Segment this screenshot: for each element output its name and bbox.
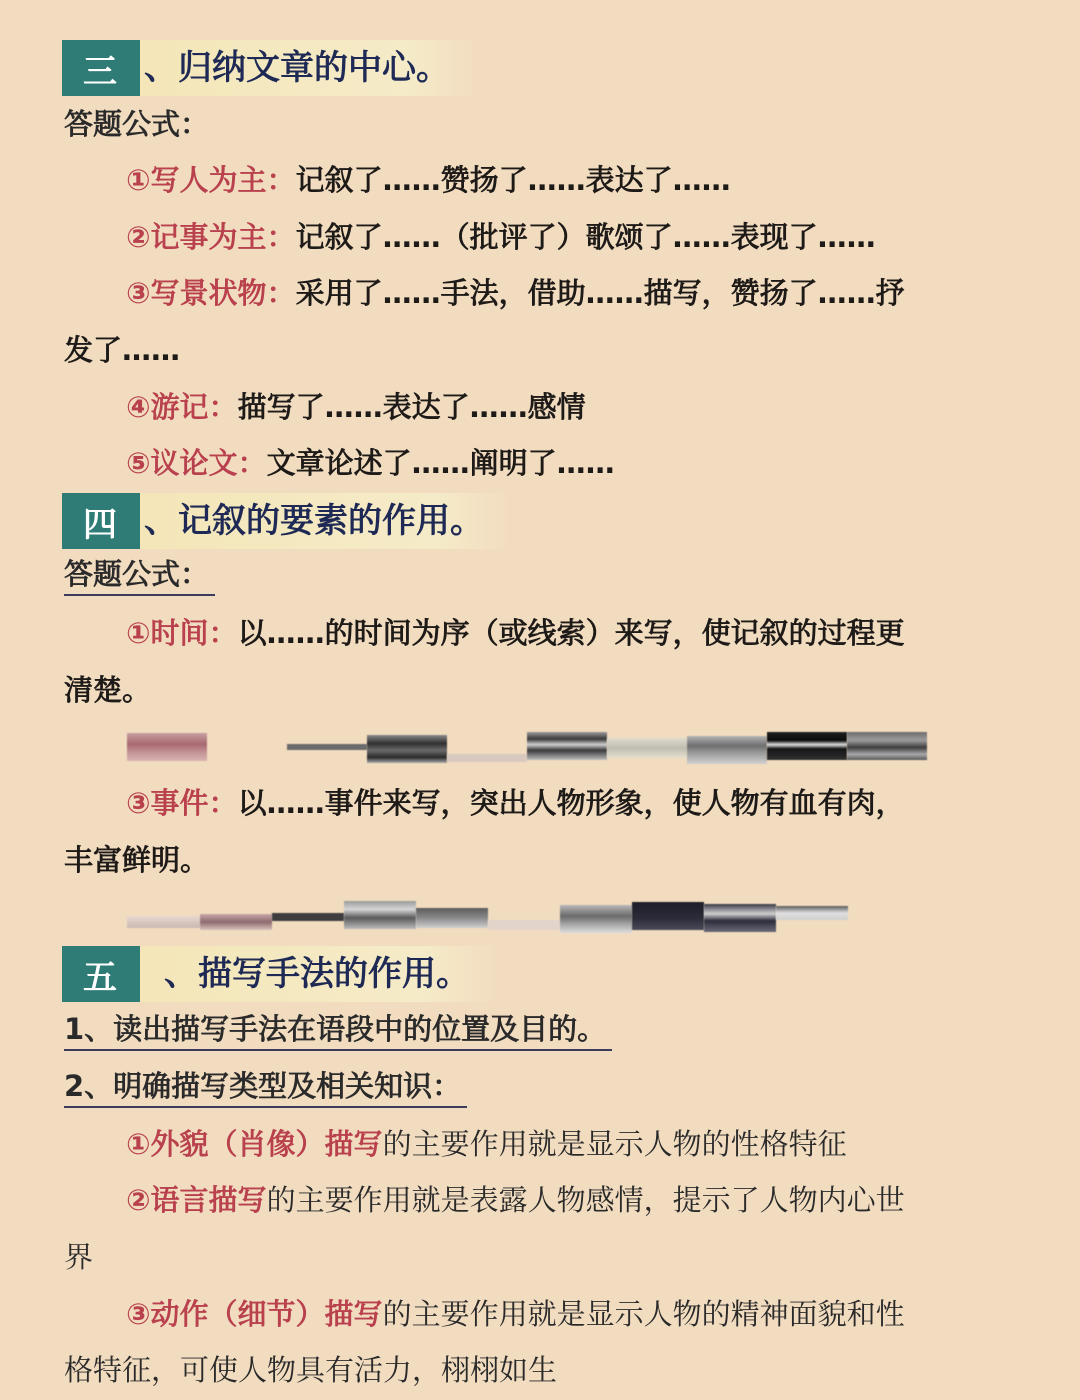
section-4-title: 、记叙的要素的作用。: [140, 493, 510, 549]
section-4-item-1-cont: 清楚。: [64, 673, 152, 707]
item-text: 的主要作用就是显示人物的性格特征: [382, 1127, 847, 1161]
section-3-item-3-cont: 发了……: [64, 333, 181, 367]
item-label: ③事件：: [126, 786, 238, 820]
item-label: ④游记：: [126, 390, 238, 424]
section-3-item-3: [126, 273, 905, 313]
section-5-item-2: [126, 1180, 905, 1220]
section-4-item-3: [126, 783, 905, 823]
item-label: ③动作（细节）描写: [126, 1297, 383, 1331]
item-text: 记叙了……（批评了）歌颂了……表现了……: [295, 220, 876, 254]
item-label: ①时间：: [126, 616, 238, 650]
section-4-item-1: [126, 613, 905, 653]
section-3-item-1: [126, 160, 731, 200]
section-3-item-5: [126, 443, 615, 483]
item-text: 以……事件来写，突出人物形象，使人物有血有肉，: [237, 786, 905, 820]
section-5-item-2-cont: 界: [64, 1240, 94, 1274]
item-text: 记叙了……赞扬了……表达了……: [295, 163, 731, 197]
section-3-item-2: [126, 217, 876, 257]
item-label: ①写人为主：: [126, 163, 296, 197]
item-label: ①外貌（肖像）描写: [126, 1127, 383, 1161]
item-label: ②记事为主：: [126, 220, 296, 254]
item-text: 的主要作用就是显示人物的精神面貌和性: [382, 1297, 905, 1331]
section-5-item-1: [126, 1124, 847, 1164]
section-3-formula-label: 答题公式：: [64, 107, 210, 141]
item-text: 文章论述了……阐明了……: [266, 446, 615, 480]
section-4-formula-label: 答题公式：: [64, 556, 215, 596]
section-5-number: 五: [62, 946, 140, 1002]
item-label: ⑤议论文：: [126, 446, 267, 480]
section-3-item-4: [126, 387, 586, 427]
item-label: ③写景状物：: [126, 276, 296, 310]
section-4-header: [62, 493, 510, 549]
section-3-title: 、归纳文章的中心。: [140, 40, 476, 96]
section-4-number: 四: [62, 493, 140, 549]
section-5-title: 、描写手法的作用。: [140, 946, 496, 1002]
item-text: 描写了……表达了……感情: [237, 390, 586, 424]
section-3-number: 三: [62, 40, 140, 96]
item-text: 的主要作用就是表露人物感情，提示了人物内心世: [266, 1183, 905, 1217]
section-5-item-3-cont: 格特征，可使人物具有活力，栩栩如生: [64, 1353, 558, 1387]
section-5-point-1: 1、读出描写手法在语段中的位置及目的。: [64, 1011, 612, 1051]
item-text: 采用了……手法，借助……描写，赞扬了……抒: [295, 276, 905, 310]
section-4-item-3-cont: 丰富鲜明。: [64, 843, 210, 877]
item-text: 以……的时间为序（或线索）来写，使记叙的过程更: [237, 616, 905, 650]
section-5-item-3: [126, 1294, 905, 1334]
section-5-point-2: 2、明确描写类型及相关知识：: [64, 1068, 467, 1108]
section-5-header: [62, 946, 496, 1002]
section-3-header: [62, 40, 476, 96]
item-label: ②语言描写: [126, 1183, 267, 1217]
